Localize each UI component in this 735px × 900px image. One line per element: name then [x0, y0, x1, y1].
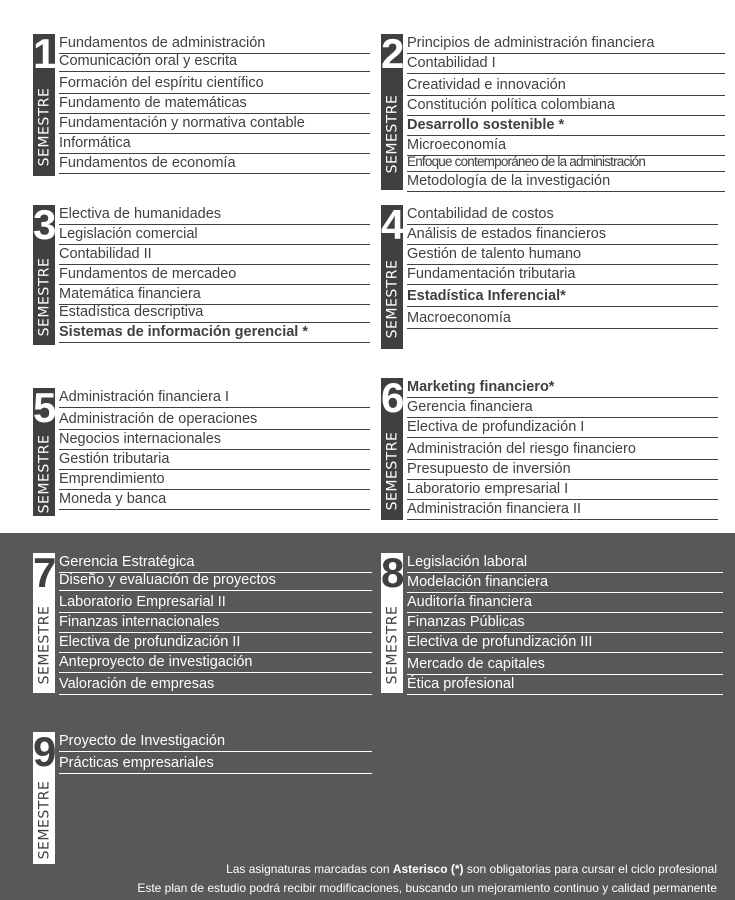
- course-item: Diseño y evaluación de proyectos: [59, 571, 372, 591]
- course-item: Administración financiera II: [407, 500, 718, 520]
- course-item: Fundamentación tributaria: [407, 265, 718, 285]
- semester-1: [33, 30, 370, 176]
- semester-badge: [33, 549, 57, 693]
- semester-vertical-label: SEMESTRE: [384, 94, 401, 174]
- course-item: Gerencia Estratégica: [59, 553, 372, 573]
- semester-number: 6: [381, 374, 405, 421]
- course-item: Creatividad e innovación: [407, 76, 725, 96]
- semester-2: [381, 30, 725, 190]
- semester-badge: [33, 201, 57, 345]
- course-item: Constitución política colombiana: [407, 96, 725, 116]
- course-item: Metodología de la investigación: [407, 172, 725, 192]
- course-item: Fundamento de matemáticas: [59, 94, 370, 114]
- semester-vertical-label: SEMESTRE: [36, 257, 53, 337]
- course-item: Anteproyecto de investigación: [59, 653, 372, 673]
- footer-line-2: Este plan de estudio podrá recibir modificaciones, buscando un mejoramiento continuo y calidad permanente: [137, 881, 717, 895]
- course-item: Marketing financiero*: [407, 378, 718, 398]
- course-item: Negocios internacionales: [59, 430, 370, 450]
- course-item: Administración financiera I: [59, 388, 370, 408]
- semester-vertical-label: SEMESTRE: [384, 259, 401, 339]
- course-item: Informática: [59, 134, 370, 154]
- course-item: Sistemas de información gerencial *: [59, 323, 370, 343]
- semester-7: [33, 549, 372, 693]
- footer-bold-asterisk: Asterisco (*): [392, 862, 464, 876]
- course-item: Finanzas internacionales: [59, 613, 372, 633]
- semester-vertical-label: SEMESTRE: [36, 87, 53, 167]
- semester-number: 9: [33, 728, 57, 775]
- course-item: Matemática financiera: [59, 285, 370, 305]
- course-item: Administración del riesgo financiero: [407, 440, 718, 460]
- course-item: Fundamentos de mercadeo: [59, 265, 370, 285]
- semester-badge: [381, 549, 405, 693]
- course-item: Macroeconomía: [407, 309, 718, 329]
- course-item: Ética profesional: [407, 675, 723, 695]
- course-item: Gestión de talento humano: [407, 245, 718, 265]
- course-item: Presupuesto de inversión: [407, 460, 718, 480]
- course-item: Modelación financiera: [407, 573, 723, 593]
- semester-vertical-label: SEMESTRE: [36, 780, 53, 860]
- course-item: Prácticas empresariales: [59, 754, 372, 774]
- course-item: Finanzas Públicas: [407, 613, 723, 633]
- semester-number: 5: [33, 384, 57, 431]
- semester-vertical-label: SEMESTRE: [36, 434, 53, 514]
- course-item: Emprendimiento: [59, 470, 370, 490]
- course-item: Laboratorio empresarial I: [407, 480, 718, 500]
- course-item: Microeconomía: [407, 136, 725, 156]
- semester-badge: [381, 30, 405, 190]
- course-item: Electiva de profundización III: [407, 633, 723, 653]
- course-item: Fundamentación y normativa contable: [59, 114, 370, 134]
- course-item: Estadística Inferencial*: [407, 287, 718, 307]
- course-item: Fundamentos de economía: [59, 154, 370, 174]
- course-item: Laboratorio Empresarial II: [59, 593, 372, 613]
- semester-8: [381, 549, 723, 693]
- course-item: Administración de operaciones: [59, 410, 370, 430]
- footer-notes: [137, 860, 717, 898]
- course-item: Contabilidad I: [407, 54, 725, 74]
- course-item: Gestión tributaria: [59, 450, 370, 470]
- semester-4: [381, 201, 718, 349]
- course-item: Legislación comercial: [59, 225, 370, 245]
- course-item: Desarrollo sostenible *: [407, 116, 725, 136]
- course-item: Contabilidad de costos: [407, 205, 718, 225]
- semester-vertical-label: SEMESTRE: [384, 605, 401, 685]
- semester-9: [33, 728, 372, 864]
- semester-badge: [33, 30, 57, 176]
- course-item: Comunicación oral y escrita: [59, 52, 370, 72]
- semester-vertical-label: SEMESTRE: [384, 431, 401, 511]
- course-item: Formación del espíritu científico: [59, 74, 370, 94]
- course-item: Análisis de estados financieros: [407, 225, 718, 245]
- course-item: Proyecto de Investigación: [59, 732, 372, 752]
- course-item: Moneda y banca: [59, 490, 370, 510]
- course-item: Valoración de empresas: [59, 675, 372, 695]
- semester-badge: [381, 374, 405, 520]
- semester-number: 2: [381, 30, 405, 77]
- semester-badge: [33, 384, 57, 516]
- semester-5: [33, 384, 370, 516]
- semester-number: 7: [33, 549, 57, 596]
- semester-number: 8: [381, 549, 405, 596]
- course-item: Electiva de profundización I: [407, 418, 718, 438]
- semester-badge: [33, 728, 57, 864]
- semester-vertical-label: SEMESTRE: [36, 605, 53, 685]
- course-item: Enfoque contemporáneo de la administración: [407, 152, 725, 172]
- course-item: Fundamentos de administración: [59, 34, 370, 54]
- semester-number: 3: [33, 201, 57, 248]
- course-item: Estadística descriptiva: [59, 303, 370, 323]
- course-item: Electiva de humanidades: [59, 205, 370, 225]
- course-item: Gerencia financiera: [407, 398, 718, 418]
- course-item: Electiva de profundización II: [59, 633, 372, 653]
- semester-number: 1: [33, 30, 57, 77]
- semester-badge: [381, 201, 405, 349]
- course-item: Legislación laboral: [407, 553, 723, 573]
- semester-6: [381, 374, 718, 520]
- footer-line-1: Las asignaturas marcadas con Asterisco (*) son obligatorias para cursar el ciclo profesional: [226, 862, 717, 876]
- semester-3: [33, 201, 370, 345]
- course-item: Auditoría financiera: [407, 593, 723, 613]
- course-item: Principios de administración financiera: [407, 34, 725, 54]
- course-item: Mercado de capitales: [407, 655, 723, 675]
- semester-number: 4: [381, 201, 405, 248]
- course-item: Contabilidad II: [59, 245, 370, 265]
